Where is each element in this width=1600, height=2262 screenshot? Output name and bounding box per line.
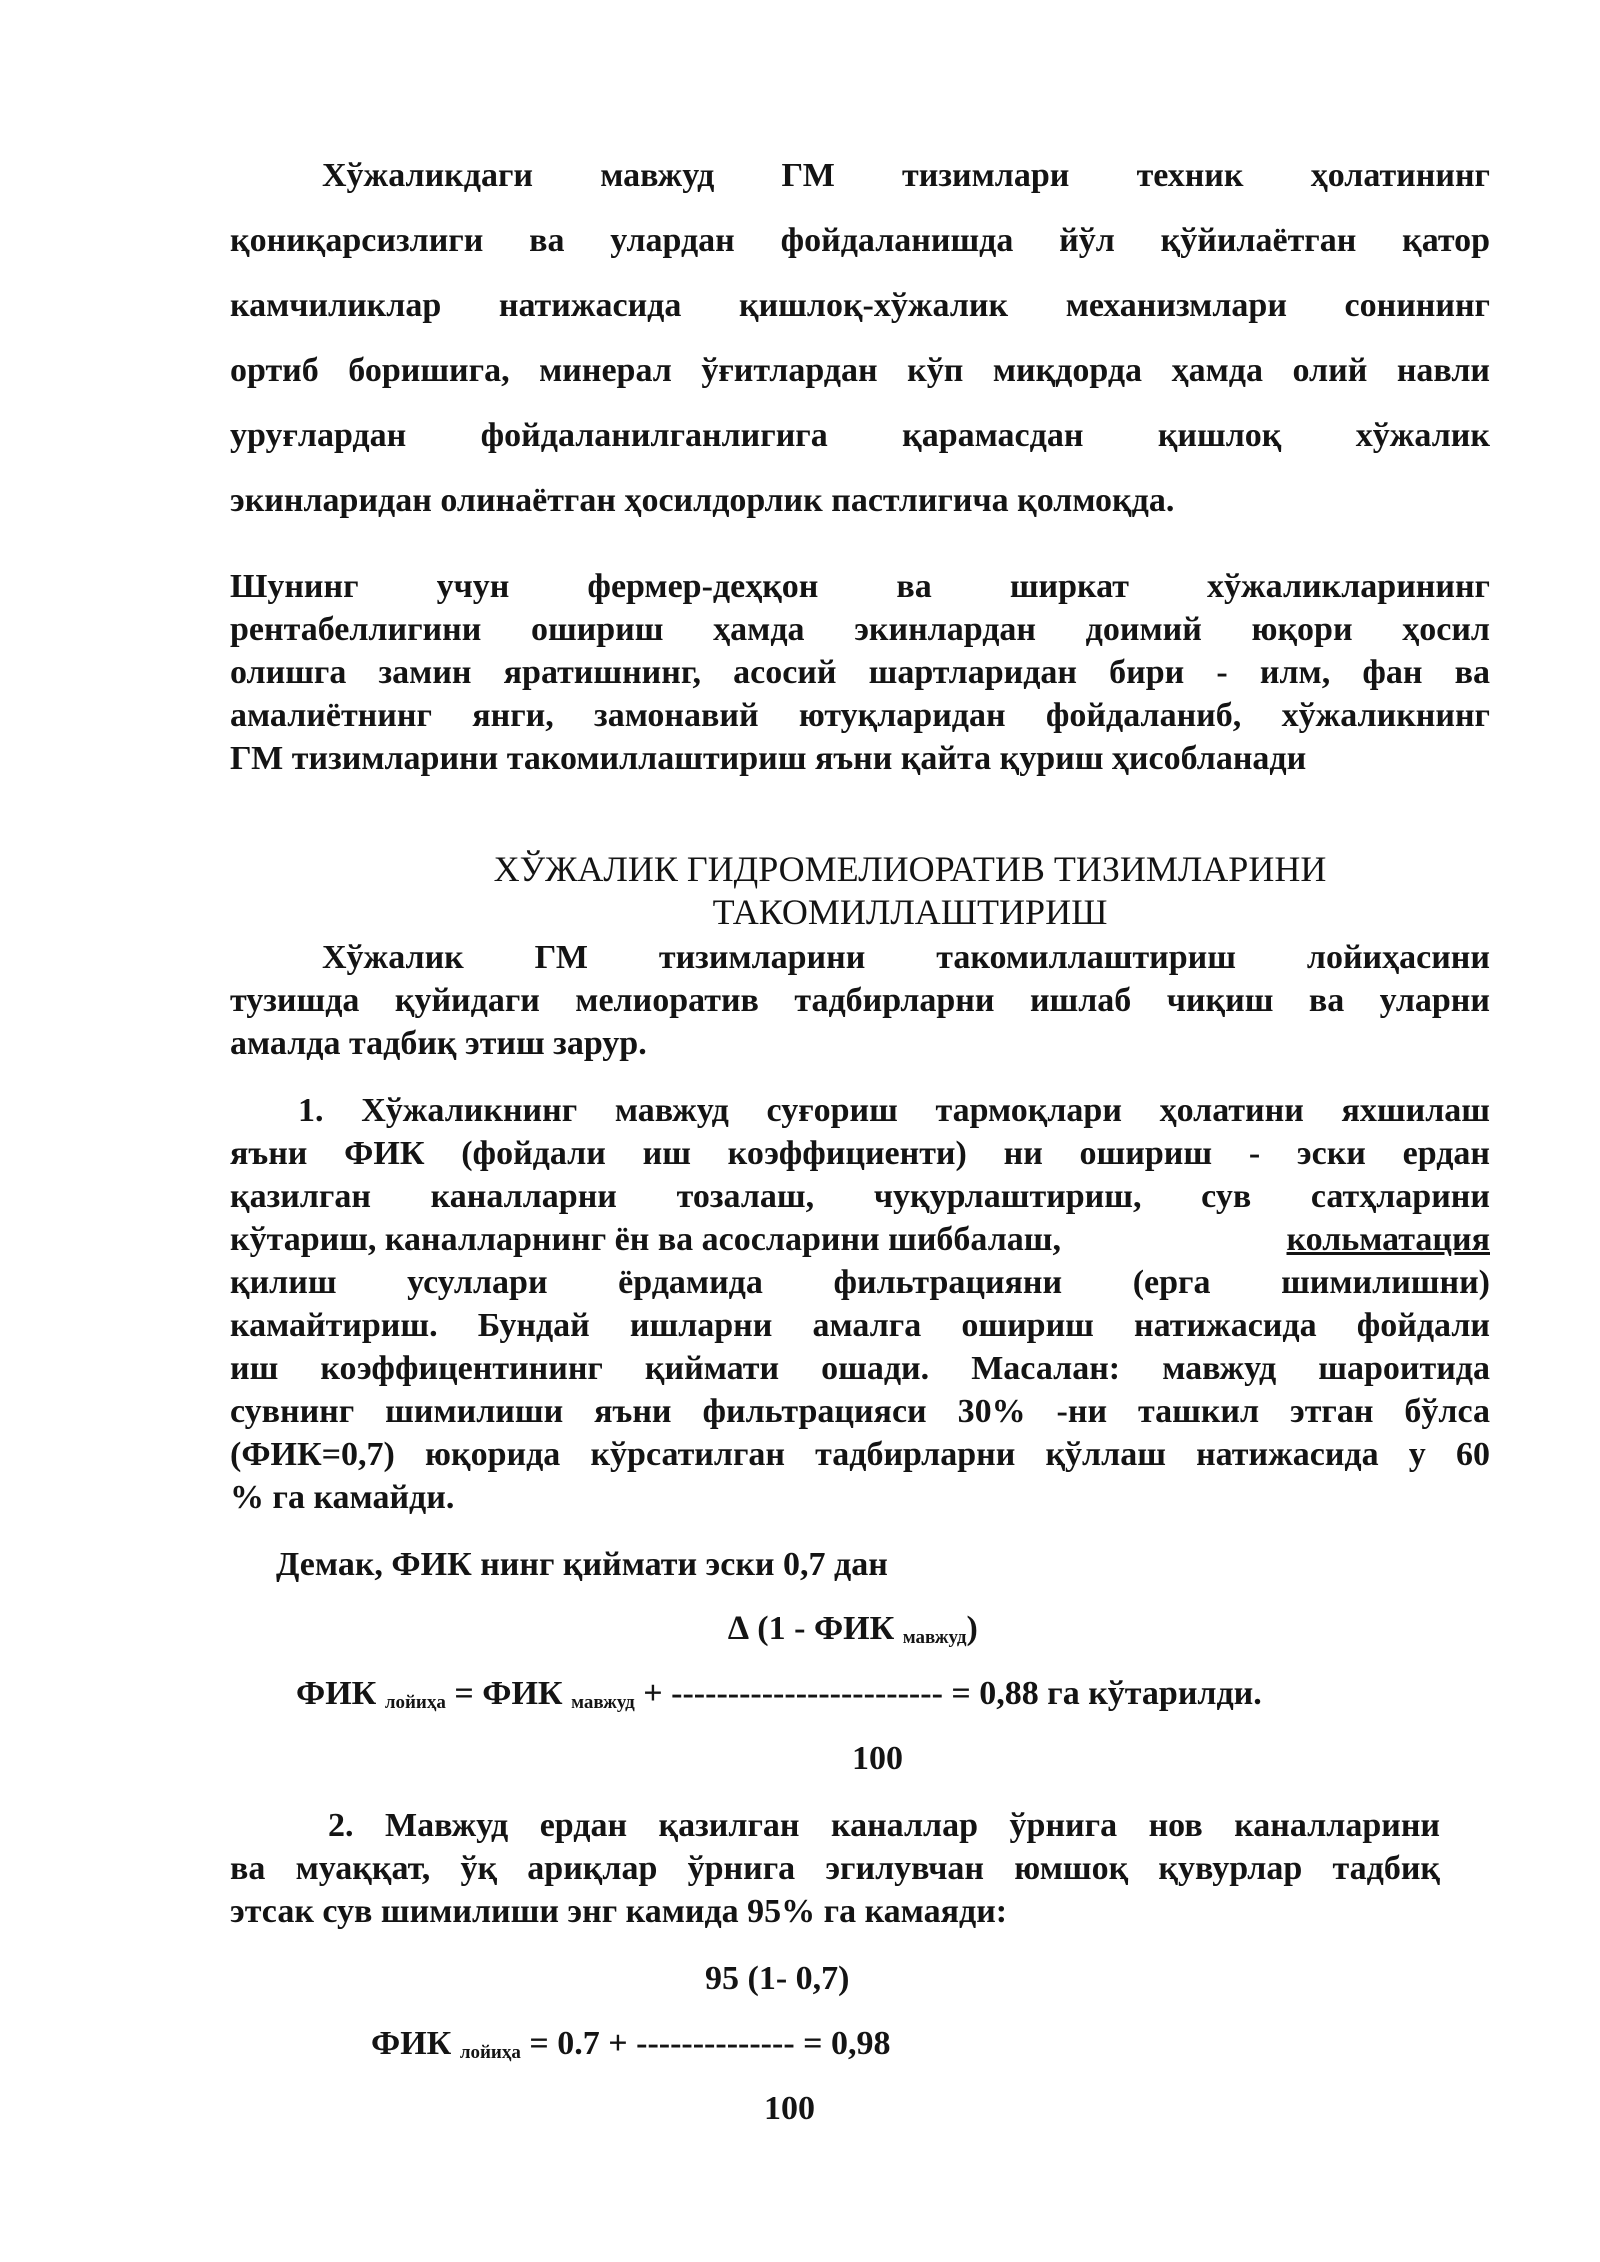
formula-1-denominator: 100 xyxy=(852,1740,903,1777)
list-item-2-line: этсак сув шимилиши энг камида 95% га камаяди: xyxy=(230,1893,1008,1930)
paragraph-1-line: қониқарсизлиги ва улардан фойдаланишда йўл қўйилаётган қатор xyxy=(230,222,1490,259)
formula-1-numerator-text: ∆ (1 - ФИК xyxy=(728,1610,895,1647)
formula-1-fraction-line: + ------------------------ = 0,88 га кўтарилди. xyxy=(643,1675,1262,1712)
list-item-2-line: ва муаққат, ўқ ариқлар ўрнига эгилувчан юмшоқ қувурлар тадбиқ xyxy=(230,1850,1440,1887)
section-heading-line: ХЎЖАЛИК ГИДРОМЕЛИОРАТИВ ТИЗИМЛАРИНИ xyxy=(493,849,1327,889)
paragraph-3-line: тузишда қуйидаги мелиоратив тадбирларни ишлаб чиқиш ва уларни xyxy=(230,982,1490,1019)
list-item-1-line: % га камайди. xyxy=(230,1479,455,1516)
paragraph-1-line: экинларидан олинаётган ҳосилдорлик пастлигича қолмоқда. xyxy=(230,482,1175,519)
paragraph-3-line: амалда тадбиқ этиш зарур. xyxy=(230,1025,647,1062)
formula-2-main-line xyxy=(371,2024,891,2073)
list-item-1-line: қазилган каналларни тозалаш, чуқурлаштириш, сув сатҳларини xyxy=(230,1178,1490,1215)
formula-1-numerator xyxy=(728,1609,978,1658)
list-item-1-line: сувнинг шимилиши яъни фильтрацияси 30% -ни ташкил этган бўлса xyxy=(230,1393,1490,1430)
paragraph-2-line: амалиётнинг янги, замонавий ютуқларидан фойдаланиб, хўжаликнинг xyxy=(230,697,1490,734)
formula-2-numerator: 95 (1- 0,7) xyxy=(705,1960,850,1997)
paragraph-1-line: камчиликлар натижасида қишлоқ-хўжалик механизмлари сонининг xyxy=(230,287,1490,324)
formula-1-main-line xyxy=(296,1674,1262,1723)
formula-2-lhs-subscript: лойиҳа xyxy=(459,2042,521,2063)
formula-1-numerator-close: ) xyxy=(966,1610,978,1647)
formula-1-lhs-subscript: лойиҳа xyxy=(384,1692,446,1713)
formula-2-lhs: ФИК xyxy=(371,2025,452,2062)
section-heading-line: ТАКОМИЛЛАШТИРИШ xyxy=(712,892,1108,932)
paragraph-1-line: ортиб боришига, минерал ўғитлардан кўп миқдорда ҳамда олий навли xyxy=(230,352,1490,389)
list-item-1-line-text: кўтариш, каналларнинг ён ва асосларини шиббалаш, xyxy=(230,1221,1061,1258)
list-item-1-line: яъни ФИК (фойдали иш коэффициенти) ни ошириш - эски ердан xyxy=(230,1135,1490,1172)
paragraph-1-line: уруғлардан фойдаланилганлигига қарамасдан қишлоқ хўжалик xyxy=(230,417,1490,454)
underlined-term: кольматация xyxy=(1286,1221,1490,1258)
paragraph-1-line: Хўжаликдаги мавжуд ГМ тизимлари техник ҳолатининг xyxy=(322,157,1490,194)
list-item-1-line: (ФИК=0,7) юқорида кўрсатилган тадбирларни қўллаш натижасида у 60 xyxy=(230,1436,1490,1473)
paragraph-3-line: Хўжалик ГМ тизимларини такомиллаштириш лойиҳасини xyxy=(322,939,1490,976)
formula-1-numerator-subscript: мавжуд xyxy=(902,1627,967,1648)
formula-1-rhs-subscript: мавжуд xyxy=(571,1692,635,1713)
paragraph-2-line: Шунинг учун фермер-деҳқон ва ширкат хўжаликларининг xyxy=(230,568,1490,605)
demak-line: Демак, ФИК нинг қиймати эски 0,7 дан xyxy=(276,1546,888,1583)
list-item-1-line: камайтириш. Бундай ишларни амалга ошириш натижасида фойдали xyxy=(230,1307,1490,1344)
list-item-1-line xyxy=(230,1220,1490,1260)
formula-1-lhs: ФИК xyxy=(296,1675,377,1712)
list-item-1-line: қилиш усуллари ёрдамида фильтрацияни (ерга шимилишни) xyxy=(230,1264,1490,1301)
formula-1-rhs: = ФИК xyxy=(454,1675,563,1712)
list-item-1-line: 1. Хўжаликнинг мавжуд суғориш тармоқлари ҳолатини яхшилаш xyxy=(298,1092,1490,1129)
list-item-1-line: иш коэффицентининг қиймати ошади. Масалан: мавжуд шароитида xyxy=(230,1350,1490,1387)
list-item-2-line: 2. Мавжуд ердан қазилган каналлар ўрнига нов каналларини xyxy=(328,1807,1440,1844)
paragraph-2-line: рентабеллигини ошириш ҳамда экинлардан доимий юқори ҳосил xyxy=(230,611,1490,648)
paragraph-2-line: олишга замин яратишнинг, асосий шартларидан бири - илм, фан ва xyxy=(230,654,1490,691)
paragraph-2-line: ГМ тизимларини такомиллаштириш яъни қайта қуриш ҳисобланади xyxy=(230,740,1307,777)
formula-2-fraction-line: = 0.7 + -------------- = 0,98 xyxy=(529,2025,891,2062)
formula-2-denominator: 100 xyxy=(764,2090,815,2127)
